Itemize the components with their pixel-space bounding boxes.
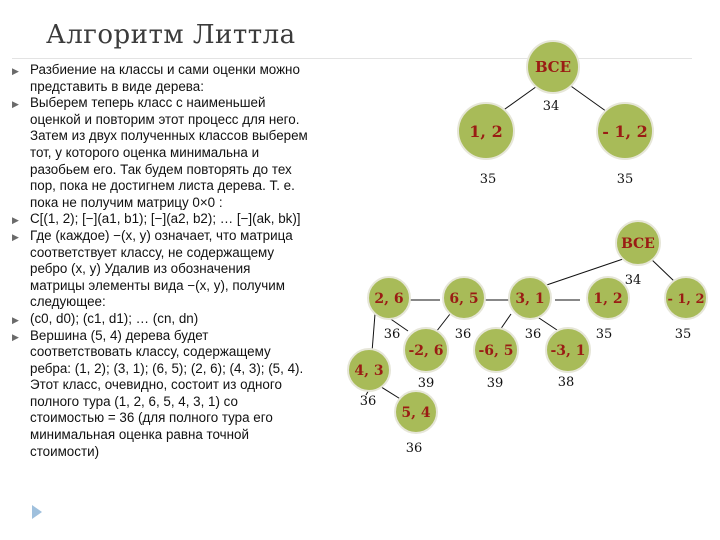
bullet-line: оценкой и повторим этот процесс для него. bbox=[30, 111, 300, 127]
node-3-1 bbox=[509, 277, 551, 319]
tree-edge bbox=[436, 314, 450, 332]
bottom-root-node bbox=[616, 221, 660, 265]
node-label: - 1, 2 bbox=[667, 292, 705, 307]
top-left-cost: 35 bbox=[479, 172, 497, 187]
top-right-label: - 1, 2 bbox=[602, 122, 648, 141]
bullet-line: пор, пока не достигнем листа дерева. Т. е. bbox=[30, 178, 295, 194]
bullet-line: Затем из двух полученных классов выберем bbox=[30, 128, 308, 144]
top-left-label: 1, 2 bbox=[469, 122, 503, 141]
node-1-2 bbox=[587, 277, 629, 319]
top-root-label: ВСЕ bbox=[534, 58, 572, 76]
node-cost: 35 bbox=[595, 327, 613, 342]
tree-edge bbox=[568, 84, 610, 114]
node-cost: 35 bbox=[674, 327, 692, 342]
node-cost: 36 bbox=[454, 327, 472, 342]
bullet-item: ▶ C[(1, 2); [−](a1, b1); [−](a2, b2); … [−](ak, bk)] bbox=[12, 211, 384, 228]
node-label: 2, 6 bbox=[374, 291, 404, 307]
next-slide-arrow-icon[interactable] bbox=[32, 505, 42, 519]
node-minus-6-5 bbox=[474, 328, 518, 372]
bullet-line: пока не получим матрицу 0×0 : bbox=[30, 194, 223, 210]
bullet-item: ▶ Вершина (5, 4) дерева будет bbox=[12, 328, 384, 345]
node-label: 1, 2 bbox=[593, 291, 623, 307]
node-label: 4, 3 bbox=[354, 363, 384, 379]
bullet-line: соответствует классу, не содержащему bbox=[30, 244, 275, 260]
node-label: 5, 4 bbox=[401, 405, 431, 421]
bullet-line: стоимостью = 36 (для полного тура его bbox=[30, 410, 273, 426]
bullet-line: ребро (x, y) Удалив из обозначения bbox=[30, 261, 251, 277]
top-left-node bbox=[458, 103, 514, 159]
node-cost: 38 bbox=[557, 375, 575, 390]
node-cost: 39 bbox=[486, 376, 504, 391]
node-cost: 36 bbox=[524, 327, 542, 342]
tree-edge bbox=[650, 258, 675, 282]
node-minus-1-2 bbox=[665, 277, 707, 319]
bullet-line: разобьем его. Так будем повторять до тех bbox=[30, 161, 292, 177]
node-label: -3, 1 bbox=[550, 343, 586, 359]
bottom-root-cost: 34 bbox=[624, 273, 642, 288]
bullet-line: представить в виде дерева: bbox=[30, 78, 204, 94]
bullet-line: ребра: (1, 2); (3, 1); (6, 5); (2, 6); (4, 3); (5, 4). bbox=[30, 360, 304, 376]
node-cost: 39 bbox=[417, 376, 435, 391]
bullet-item: ▶ Разбиение на классы и сами оценки можно bbox=[12, 62, 384, 79]
slide-title: Алгоритм Литтла bbox=[46, 20, 296, 50]
node-label: -6, 5 bbox=[478, 343, 514, 359]
node-cost: 36 bbox=[405, 441, 423, 456]
bullet-line: минимальная оценка равна точной bbox=[30, 427, 249, 443]
node-5-4 bbox=[395, 391, 437, 433]
node-6-5 bbox=[443, 277, 485, 319]
bullet-item: ▶ Выберем теперь класс с наименьшей bbox=[12, 95, 384, 112]
bullet-item: ▶ Где (каждое) −(x, y) означает, что матрица bbox=[12, 228, 384, 245]
node-4-3 bbox=[348, 349, 390, 391]
bullet-line: Этот класс, очевидно, состоит из одного bbox=[30, 377, 282, 393]
bottom-root-label: ВСЕ bbox=[621, 236, 655, 252]
bullet-line: следующее: bbox=[30, 294, 106, 310]
bullet-line: тот, у которого оценка минимальна и bbox=[30, 144, 260, 160]
tree-edge bbox=[372, 314, 375, 352]
top-right-node bbox=[597, 103, 653, 159]
node-cost: 36 bbox=[359, 394, 377, 409]
bullet-item: ▶ (c0, d0); (c1, d1); … (cn, dn) bbox=[12, 311, 384, 328]
node-minus-3-1 bbox=[546, 328, 590, 372]
bullet-line: полного тура (1, 2, 6, 5, 4, 3, 1) со bbox=[30, 393, 238, 409]
bullet-line: матрицы элементы вида −(x, y), получим bbox=[30, 277, 285, 293]
node-minus-2-6 bbox=[404, 328, 448, 372]
node-cost: 36 bbox=[383, 327, 401, 342]
tree-edge bbox=[500, 314, 511, 330]
top-root-node bbox=[527, 41, 579, 93]
bullet-line: стоимости) bbox=[30, 443, 100, 459]
node-label: 3, 1 bbox=[515, 291, 545, 307]
top-root-cost: 34 bbox=[542, 99, 560, 114]
node-label: -2, 6 bbox=[408, 343, 444, 359]
bullet-line: соответствовать классу, содержащему bbox=[30, 344, 271, 360]
top-right-cost: 35 bbox=[616, 172, 634, 187]
node-label: 6, 5 bbox=[449, 291, 479, 307]
node-2-6 bbox=[368, 277, 410, 319]
